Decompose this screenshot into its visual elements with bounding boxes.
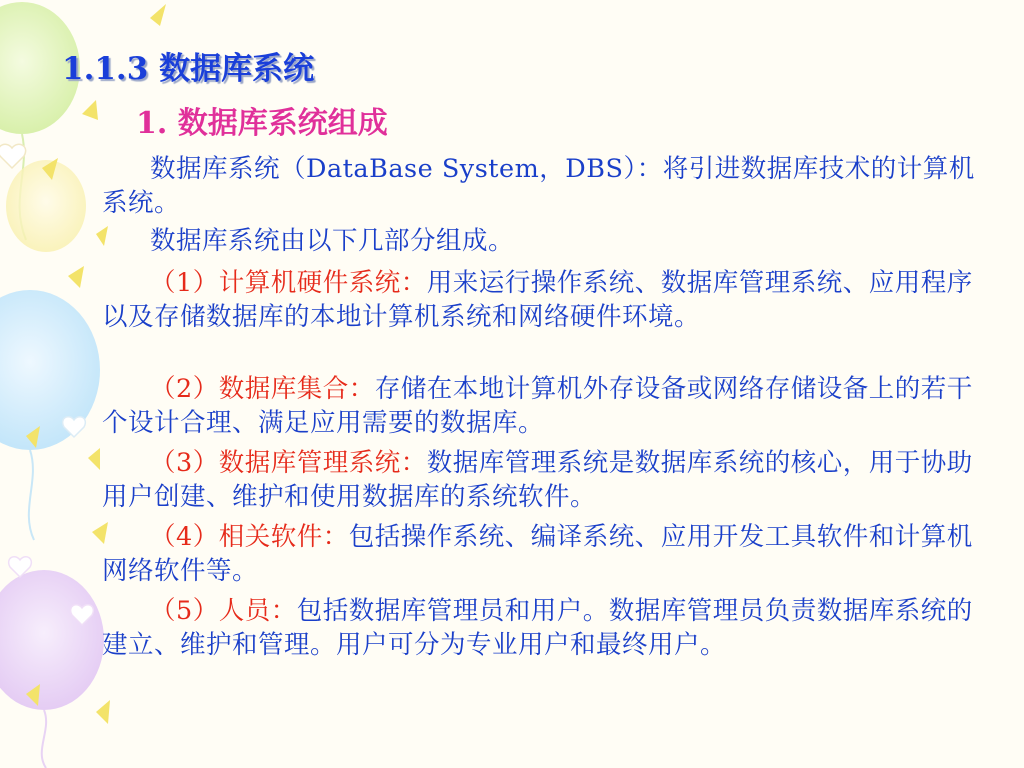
component-label: （3）数据库管理系统： [150,448,427,478]
composition-note [102,224,982,258]
component-label: （5）人员： [150,596,297,626]
component-item [102,520,982,588]
component-text: 包括数据库管理员和用户。数据库管理员负责数据库系统的建立、维护和管理。用户可分为专业用户和最终用户。 [102,596,973,660]
component-item [102,372,982,440]
component-item [102,266,982,334]
component-text: 用来运行操作系统、数据库管理系统、应用程序以及存储数据库的本地计算机系统和网络硬件环境。 [102,268,973,332]
component-label: （4）相关软件： [150,522,349,552]
component-label: （1）计算机硬件系统： [150,268,427,298]
section-subtitle: 1. 数据库系统组成 [136,106,388,141]
component-item [102,446,982,514]
composition-note-text: 数据库系统由以下几部分组成。 [150,226,515,256]
component-label: （2）数据库集合： [150,374,375,404]
intro-paragraph [102,152,982,220]
component-text: 数据库管理系统是数据库系统的核心，用于协助用户创建、维护和使用数据库的系统软件。 [102,448,973,512]
component-text: 包括操作系统、编译系统、应用开发工具软件和计算机网络软件等。 [102,522,973,586]
component-text: 存储在本地计算机外存设备或网络存储设备上的若干个设计合理、满足应用需要的数据库。 [102,374,973,438]
component-item [102,594,982,662]
slide-title: 1.1.3 数据库系统 [62,51,315,87]
intro-text: 数据库系统（DataBase System，DBS）：将引进数据库技术的计算机系统。 [102,154,975,218]
